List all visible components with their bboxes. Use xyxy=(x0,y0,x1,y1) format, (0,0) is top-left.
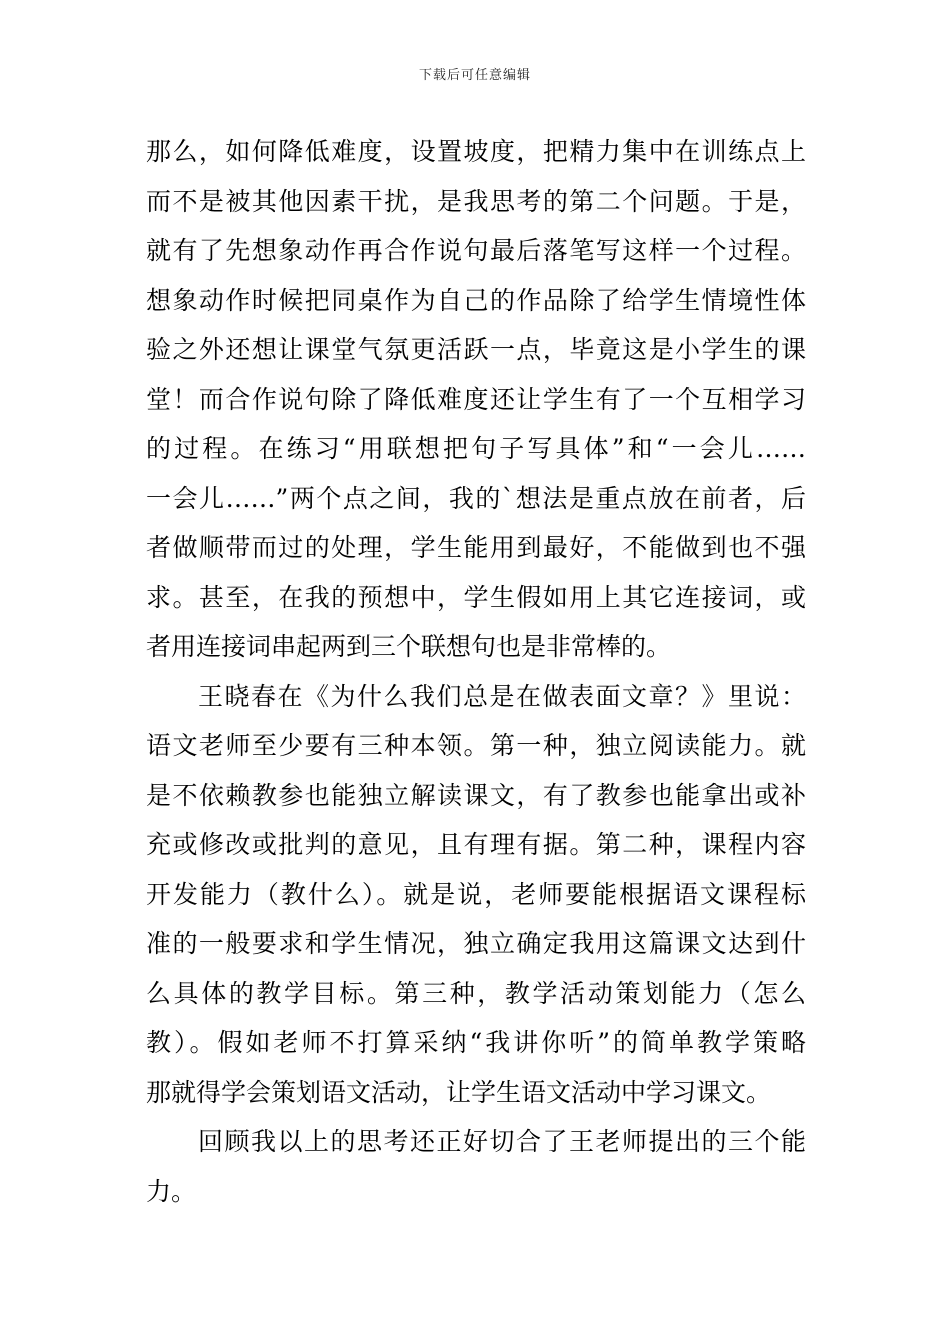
text-line: 回顾我以上的思考还正好切合了王老师提出的三个能 xyxy=(198,1127,806,1156)
text-line: 教）。假如老师不打算采纳“我讲你听”的简单教学策略 xyxy=(146,1028,806,1057)
text-line: 一会儿……”两个点之间，我的`想法是重点放在前者，后 xyxy=(146,483,806,513)
text-line: 语文老师至少要有三种本领。第一种，独立阅读能力。就 xyxy=(146,731,806,760)
text-line: 而不是被其他因素干扰，是我思考的第二个问题。于是， xyxy=(146,186,806,216)
text-line: 是不依赖教参也能独立解读课文，有了教参也能拿出或补 xyxy=(146,780,806,810)
text-line: 开发能力（教什么）。就是说，老师要能根据语文课程标 xyxy=(146,879,806,909)
document-body xyxy=(146,132,806,1221)
text-line: 验之外还想让课堂气氛更活跃一点，毕竟这是小学生的课 xyxy=(146,335,806,364)
paragraph xyxy=(146,132,806,677)
text-line: 力。 xyxy=(146,1176,197,1206)
page-header-note: 下载后可任意编辑 xyxy=(418,68,531,83)
text-line: 充或修改或批判的意见，且有理有据。第二种，课程内容 xyxy=(146,830,806,859)
paragraph xyxy=(146,677,806,1123)
text-line: 的过程。在练习“用联想把句子写具体”和“一会儿…… xyxy=(146,434,806,463)
text-line: 想象动作时候把同桌作为自己的作品除了给学生情境性体 xyxy=(146,285,806,315)
text-line: 么具体的教学目标。第三种，教学活动策划能力（怎么 xyxy=(146,978,806,1008)
text-line: 求。甚至，在我的预想中，学生假如用上其它连接词，或 xyxy=(146,582,806,612)
text-line: 王晓春在《为什么我们总是在做表面文章？》里说： xyxy=(198,681,806,711)
text-line: 那么，如何降低难度，设置坡度，把精力集中在训练点上 xyxy=(146,137,806,166)
text-line: 堂！而合作说句除了降低难度还让学生有了一个互相学习 xyxy=(146,384,806,414)
text-line: 就有了先想象动作再合作说句最后落笔写这样一个过程。 xyxy=(146,236,806,265)
text-line: 准的一般要求和学生情况，独立确定我用这篇课文达到什 xyxy=(146,929,806,958)
text-line: 者用连接词串起两到三个联想句也是非常棒的。 xyxy=(146,632,672,661)
text-line: 者做顺带而过的处理，学生能用到最好，不能做到也不强 xyxy=(146,533,806,562)
text-line: 那就得学会策划语文活动，让学生语文活动中学习课文。 xyxy=(146,1077,772,1107)
paragraph xyxy=(146,1122,806,1221)
